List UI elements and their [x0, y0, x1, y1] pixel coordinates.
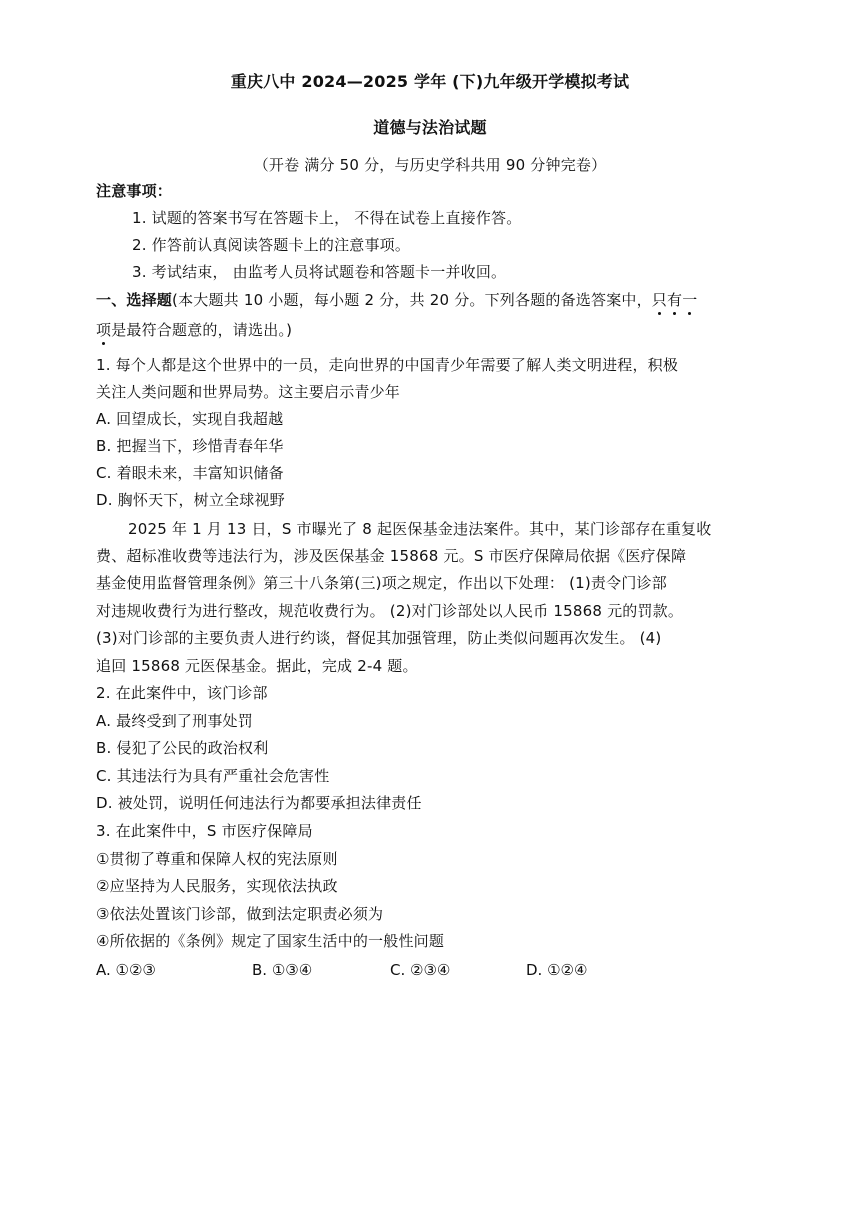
section1-line1	[96, 290, 764, 310]
q3-statement-4: ④所依据的《条例》规定了国家生活中的一般性问题	[96, 932, 445, 950]
section1-emphasis	[652, 291, 698, 309]
material-line-5: (3)对门诊部的主要负责人进行约谈，督促其加强管理，防止类似问题再次发生。 (4)	[96, 629, 662, 647]
material-line-6: 追回 15868 元医保基金。据此，完成 2-4 题。	[96, 657, 418, 675]
q3-option-d: D. ①②④	[526, 961, 588, 979]
q2-option-b: B. 侵犯了公民的政治权利	[96, 739, 269, 757]
exam-title: 重庆八中 2024—2025 学年 (下)九年级开学模拟考试	[230, 72, 630, 91]
q2-option-d: D. 被处罚，说明任何违法行为都要承担法律责任	[96, 794, 422, 812]
q2-option-a: A. 最终受到了刑事处罚	[96, 712, 253, 730]
material-line-2: 费、超标准收费等违法行为，涉及医保基金 15868 元。S 市医疗保障局依据《医疗保障	[96, 547, 687, 565]
emphasis-char: 一	[682, 291, 698, 309]
subject-title: 道德与法治试题	[373, 118, 487, 137]
q1-option-a: A. 回望成长，实现自我超越	[96, 410, 284, 428]
q3-stem: 3. 在此案件中，S 市医疗保障局	[96, 822, 313, 840]
section1-emphasis-2: 项	[96, 321, 112, 339]
q1-stem-1: 1. 每个人都是这个世界中的一员，走向世界的中国青少年需要了解人类文明进程，积极	[96, 356, 679, 374]
material-line-4: 对违规收费行为进行整改，规范收费行为。 (2)对门诊部处以人民币 15868 元的罚款。	[96, 602, 684, 620]
q3-option-b: B. ①③④	[252, 961, 313, 979]
q2-stem: 2. 在此案件中，该门诊部	[96, 684, 268, 702]
q1-option-c: C. 着眼未来，丰富知识储备	[96, 464, 284, 482]
q2-option-c: C. 其违法行为具有严重社会危害性	[96, 767, 330, 785]
section1-line2	[96, 320, 764, 340]
q1-option-b: B. 把握当下，珍惜青春年华	[96, 437, 284, 455]
notice-heading: 注意事项：	[96, 182, 173, 200]
q1-option-d: D. 胸怀天下，树立全球视野	[96, 491, 285, 509]
q3-options-row	[96, 960, 764, 980]
section1-heading: 一、选择题	[96, 291, 173, 309]
q3-option-a: A. ①②③	[96, 961, 156, 979]
q3-statement-1: ①贯彻了尊重和保障人权的宪法原则	[96, 850, 338, 868]
material-line-1: 2025 年 1 月 13 日，S 市曝光了 8 起医保基金违法案件。其中，某门诊部存在重复收	[128, 520, 712, 538]
notice-item-1: 1. 试题的答案书写在答题卡上， 不得在试卷上直接作答。	[132, 209, 522, 227]
notice-item-3: 3. 考试结束， 由监考人员将试题卷和答题卡一并收回。	[132, 263, 507, 281]
emphasis-char: 只	[651, 291, 667, 309]
section1-desc-rest: 是最符合题意的，请选出。)	[111, 321, 293, 339]
notice-item-2: 2. 作答前认真阅读答题卡上的注意事项。	[132, 236, 411, 254]
q3-statement-2: ②应坚持为人民服务，实现依法执政	[96, 877, 338, 895]
emphasis-char: 有	[667, 291, 683, 309]
section1-desc: (本大题共 10 小题，每小题 2 分，共 20 分。下列各题的备选答案中，	[172, 291, 652, 309]
exam-note: （开卷 满分 50 分，与历史学科共用 90 分钟完卷）	[253, 156, 607, 174]
q3-option-c: C. ②③④	[390, 961, 451, 979]
q3-statement-3: ③依法处置该门诊部，做到法定职责必须为	[96, 905, 384, 923]
material-line-3: 基金使用监督管理条例》第三十八条第(三)项之规定，作出以下处理： (1)责令门诊部	[96, 574, 667, 592]
q1-stem-2: 关注人类问题和世界局势。这主要启示青少年	[96, 383, 401, 401]
